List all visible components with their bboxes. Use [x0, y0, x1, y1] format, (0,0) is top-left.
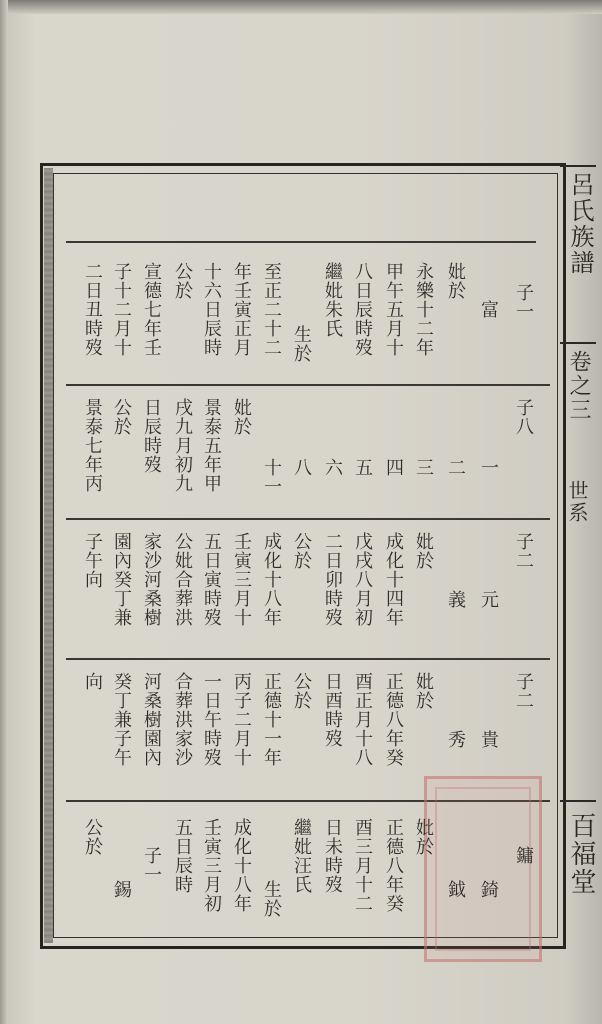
s2-column-5: 四	[383, 458, 404, 477]
s1-column-3: 妣於	[445, 262, 466, 300]
s5-column-1: 鏞	[513, 846, 534, 865]
s3-column-4: 妣於	[413, 532, 434, 570]
s2-column-10: 妣於	[231, 398, 252, 436]
s1-column-12: 公於	[172, 262, 193, 300]
margin-title: 呂氏族譜	[566, 172, 594, 276]
page-left-edge	[0, 0, 8, 1024]
s3-column-14: 園內癸丁兼	[111, 532, 132, 627]
divider-1	[66, 241, 536, 243]
s2-column-15: 景泰七年丙	[82, 398, 103, 493]
margin-rule-2	[560, 342, 596, 344]
s3-column-9: 成化十八年	[261, 532, 282, 627]
s1-column-15: 二日丑時歿	[82, 262, 103, 357]
s1-column-4: 永樂十二年	[413, 262, 434, 357]
s5-column-6: 酉三月十二	[352, 818, 373, 913]
s4-column-1: 子二	[513, 672, 534, 710]
s5-column-11: 壬寅三月初	[201, 818, 222, 913]
s1-column-6: 八日辰時歿	[352, 262, 373, 357]
s2-column-9: 十一	[261, 458, 282, 496]
divider-2	[66, 384, 550, 386]
s4-column-2: 貴	[478, 730, 499, 749]
divider-3	[66, 518, 550, 520]
s5-column-4: 妣於	[413, 818, 434, 856]
s3-column-15: 子午向	[82, 532, 103, 589]
faded-header-band	[150, 182, 450, 212]
s4-column-5: 正德八年癸	[383, 672, 404, 767]
s3-column-7: 二日卯時歿	[322, 532, 343, 627]
s4-column-14: 癸丁兼子午	[111, 672, 132, 767]
s1-column-11: 十六日辰時	[201, 262, 222, 357]
divider-4	[66, 658, 550, 660]
s5-column-13: 子一	[141, 846, 162, 884]
s2-column-12: 戌九月初九	[172, 398, 193, 493]
margin-section: 世系	[565, 480, 589, 524]
s4-column-7: 日酉時歿	[322, 672, 343, 748]
s4-column-13: 河桑樹園內	[141, 672, 162, 767]
s1-column-10: 年壬寅正月	[231, 262, 252, 357]
margin-volume: 卷之三	[566, 350, 591, 422]
s3-column-2: 元	[478, 590, 499, 609]
s4-column-12: 合葬洪家沙	[172, 672, 193, 767]
s2-column-4: 三	[413, 458, 434, 477]
s1-column-9: 至正二十二	[261, 262, 282, 357]
s1-column-14: 子十二月十	[111, 262, 132, 357]
margin-top-rule	[560, 165, 596, 167]
s5-column-7: 日未時歿	[322, 818, 343, 894]
s4-column-15: 向	[82, 672, 103, 691]
top-shadow	[0, 0, 602, 14]
s5-column-12: 五日辰時	[172, 818, 193, 894]
s5-column-15: 公於	[82, 818, 103, 856]
s4-column-3: 秀	[445, 730, 466, 749]
margin-hall-name: 百福堂	[566, 812, 596, 896]
s2-column-7: 六	[322, 458, 343, 477]
s1-column-13: 宣德七年壬	[141, 262, 162, 357]
s3-column-12: 公妣合葬洪	[172, 532, 193, 627]
s1-column-1: 子一	[513, 283, 534, 321]
s4-column-10: 丙子二月十	[231, 672, 252, 767]
s5-column-9: 生於	[261, 880, 282, 918]
s1-column-5: 甲午五月十	[383, 262, 404, 357]
s3-column-5: 成化十四年	[383, 532, 404, 627]
s3-column-6: 戊戌八月初	[352, 532, 373, 627]
s5-column-5: 正德八年癸	[383, 818, 404, 913]
s3-column-11: 五日寅時歿	[201, 532, 222, 627]
s5-column-14: 錫	[111, 880, 132, 899]
s3-column-3: 義	[445, 590, 466, 609]
s4-column-9: 正德十一年	[261, 672, 282, 767]
s5-column-10: 成化十八年	[231, 818, 252, 913]
s5-column-8: 繼妣汪氏	[291, 818, 312, 894]
s2-column-6: 五	[352, 458, 373, 477]
s1-column-2: 富	[478, 300, 499, 319]
red-seal-stamp	[424, 776, 542, 962]
s1-column-7: 繼妣朱氏	[322, 262, 343, 338]
s3-column-1: 子二	[513, 532, 534, 570]
margin-rule-3	[560, 800, 596, 802]
s2-column-8: 八	[291, 458, 312, 477]
s4-column-4: 妣於	[413, 672, 434, 710]
s2-column-3: 二	[445, 458, 466, 477]
s4-column-6: 酉正月十八	[352, 672, 373, 767]
s5-column-3: 鉞	[445, 880, 466, 899]
s2-column-2: 一	[478, 458, 499, 477]
s3-column-13: 家沙河桑樹	[141, 532, 162, 627]
s2-column-13: 日辰時歿	[141, 398, 162, 474]
s4-column-8: 公於	[291, 672, 312, 710]
s2-column-14: 公於	[111, 398, 132, 436]
s2-column-1: 子八	[513, 398, 534, 436]
s3-column-8: 公於	[291, 532, 312, 570]
s5-column-2: 錡	[478, 880, 499, 899]
s4-column-11: 一日午時歿	[201, 672, 222, 767]
s1-column-8: 生於	[291, 325, 312, 363]
s3-column-10: 壬寅三月十	[231, 532, 252, 627]
s2-column-11: 景泰五年甲	[201, 398, 222, 493]
